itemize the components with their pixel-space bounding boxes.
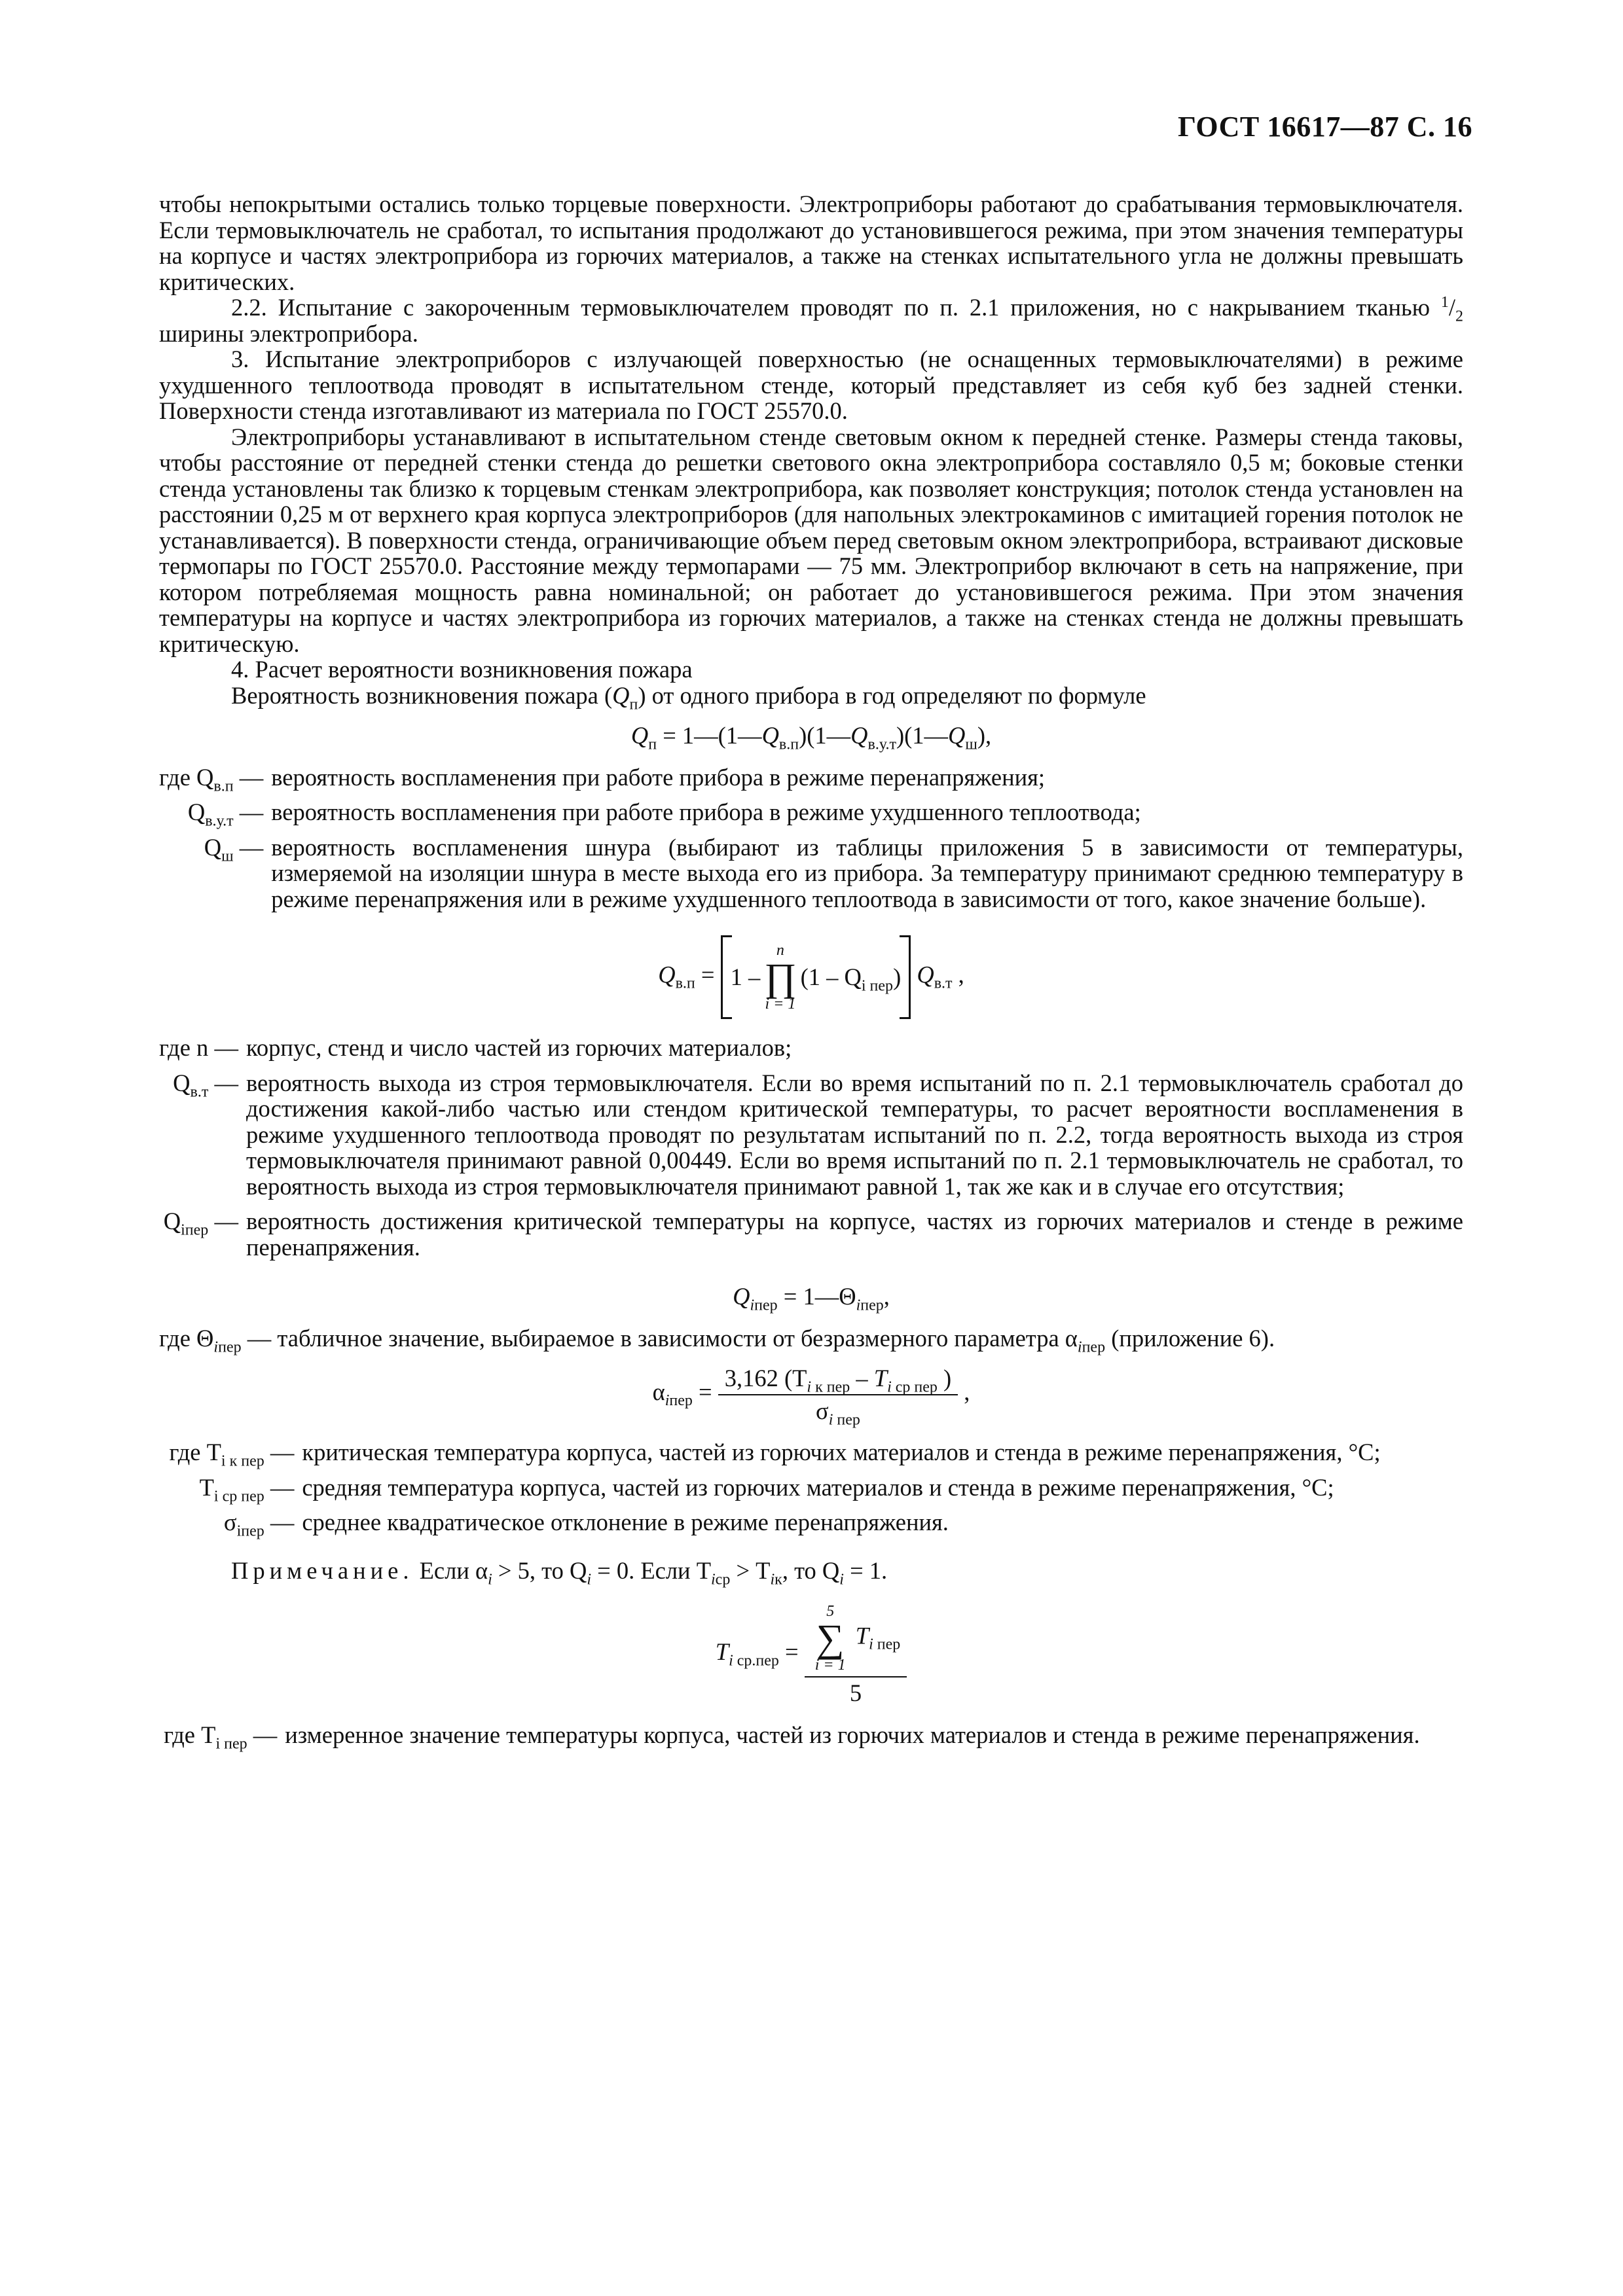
formula-5: $T_{i ср.пер}$ = 5 ∑ i = 1 $T_{i пер}$ 5 <box>159 1603 1463 1706</box>
definition-row <box>159 1475 1463 1510</box>
page-header: ГОСТ 16617—87 С. 16 <box>1177 111 1472 143</box>
definition-row <box>159 1722 1463 1757</box>
definition-row <box>159 1035 1463 1070</box>
paragraph-6: Вероятность возникновения пожара $(Q_п)$ от одного прибора в год определяют по формуле <box>231 681 1146 713</box>
definition-term: где $Q_{в.п}$ — <box>159 763 264 795</box>
definition-row <box>159 1509 1463 1545</box>
definition-term: $Q_{в.у.т}$ — <box>187 798 264 830</box>
note: Примечание. Если $\alpha_i > 5$, то $Q_i = 0$. Если $T_{iср} > T_{iк}$, то $Q_i = 1$. <box>231 1556 888 1588</box>
section-heading: 4. Расчет вероятности возникновения пожара <box>231 656 693 683</box>
paragraph-7: где $\Theta_{iпер}$ — табличное значение, выбираемое в зависимости от безразмерного параметра $\alpha_{iпер}$ (приложение 6). <box>159 1324 1275 1355</box>
definition-term: где $T_{i к пер}$ — <box>169 1439 295 1470</box>
definition-text: вероятность выхода из строя термовыключателя. Если во время испытаний по п. 2.1 термовыключатель сработал до достижения какой-либо частью или стендом критической температуры, то расчет вероятности воспламенения в режиме ухудшенного теплоотвода проводят по результатам испытаний по п. 2.2, тогда вероятность выхода из строя термовыключателя принимают равной 0,00449. Если во время испытаний по п. 2.1 термовыключатель не сработал, то вероятность выхода из строя термовыключателя принимают равной 1, так же как и в случае его отсутствия; <box>246 1069 1463 1200</box>
definition-text: вероятность воспламенения при работе прибора в режиме ухудшенного теплоотвода; <box>271 798 1141 825</box>
formula-4-fraction: $\frac{3,162 (T_{i к пер} - T_{i ср пер} )}{\sigma_{i пер}}$ <box>718 1365 958 1424</box>
definition-text: средняя температура корпуса, частей из горючих материалов и стенда в режиме перенапряжения, °С; <box>302 1473 1334 1501</box>
definition-term: $Q_{в.т}$ — <box>173 1069 238 1100</box>
definition-text: вероятность воспламенения шнура (выбирают из таблицы приложения 5 в зависимости от температуры, измеряемой на изоляции шнура в месте выхода его из прибора. За температуру принимают среднюю температуру в режиме перенапряжения или в режиме ухудшенного теплоотвода в зависимости от того, какое значение больше). <box>271 833 1463 912</box>
definition-text: вероятность воспламенения при работе прибора в режиме перенапряжения; <box>271 763 1046 791</box>
definition-text: вероятность достижения критической температуры на корпусе, частях из горючих материалов и стенде в режиме перенапряжения. <box>246 1208 1463 1261</box>
sum-operator: 5 ∑ i = 1 <box>814 1603 846 1674</box>
definition-row <box>159 1208 1463 1269</box>
definitions-list-3 <box>159 1439 1463 1545</box>
definition-text: критическая температура корпуса, частей из горючих материалов и стенда в режиме перенапряжения, °С; <box>302 1439 1381 1465</box>
definition-row <box>159 1439 1463 1475</box>
definition-row <box>159 799 1463 834</box>
definitions-list-1 <box>159 764 1463 922</box>
definition-term: где $T_{i пер}$ — <box>164 1721 278 1752</box>
paragraph-1: чтобы непокрытыми остались только торцевые поверхности. Электроприборы работают до срабатывания термовыключателя. Если термовыключатель не сработал, то испытания продолжают до установившегося режима, при этом значения температуры на корпусе и частях электроприбора из горючих материалов, а также на стенках испытательного угла не должны превышать критических. <box>159 190 1463 295</box>
formula-3: $Q_{iпер}$ = $1—\Theta_{iпер}$, <box>733 1283 890 1314</box>
definitions-list-4 <box>159 1722 1463 1757</box>
definition-term: $T_{i ср пер}$ — <box>199 1473 295 1505</box>
definitions-list-2 <box>159 1035 1463 1269</box>
definition-text: корпус, стенд и число частей из горючих материалов; <box>246 1034 792 1061</box>
paragraph-4: Электроприборы устанавливают в испытательном стенде световым окном к передней стенке. Размеры стенда таковы, чтобы расстояние от передней стенки стенда до решетки светового окна электроприбора составляло 0,5 м; боковые стенки стенда установлены так близко к торцевым стенкам электроприбора, как позволяет конструкция; потолок стенда установлен на расстоянии 0,25 м от верхнего края корпуса электроприборов (для напольных электрокаминов с имитацией горения потолок не устанавливается). В поверхности стенда, ограничивающие объем перед световым окном электроприбора, встраивают дисковые термопары по ГОСТ 25570.0. Расстояние между термопарами — 75 мм. Электроприбор включают в сеть на напряжение, при котором потребляемая мощность равна номинальной; он работает до установившегося режима. При этом значения температуры на корпусе и частях электроприбора из горючих материалов, а также на стенках стенда не должны превышать критическую. <box>159 423 1463 657</box>
formula-5-fraction: 5 ∑ i = 1 $T_{i пер}$ 5 <box>805 1603 907 1706</box>
formula-4: $\alpha_{iпер}$ = $\frac{3,162 (T_{i к пер} - T_{i ср пер} )}{\sigma_{i пер}}$ , <box>652 1365 970 1428</box>
formula-bracket: 1 – n ∏ i = 1 $(1 - Q_{i пер})$ <box>721 935 911 1019</box>
formula-1: $Q_п$ = $1—(1—Q_{в.п})(1—Q_{в.у.т})(1—Q_ш)$, <box>630 722 992 753</box>
definition-term: $Q_{iпер}$ — <box>163 1208 238 1239</box>
definition-row <box>159 834 1463 922</box>
definition-text: среднее квадратическое отклонение в режиме перенапряжения. <box>302 1509 949 1535</box>
document-body <box>159 191 1463 1757</box>
definition-term: $Q_ш$ — <box>204 833 264 865</box>
definition-text: измеренное значение температуры корпуса, частей из горючих материалов и стенда в режиме перенапряжения. <box>285 1721 1420 1748</box>
definition-row <box>159 1070 1463 1209</box>
definition-row <box>159 764 1463 800</box>
definition-term: $\sigma_{iпер}$ — <box>223 1509 295 1540</box>
paragraph-2: 2.2. Испытание с закороченным термовыключателем проводят по п. 2.1 приложения, но с накрыванием тканью $^1/_2$ ширины электроприбора. <box>159 293 1463 347</box>
product-operator: n ∏ i = 1 <box>764 942 797 1013</box>
definition-term: где n — <box>159 1034 238 1061</box>
formula-2: $Q_{в.п}$ = 1 – n ∏ i = 1 $(1 - Q_{i пер})$ $Q_{в.т}$ , <box>159 935 1463 1019</box>
paragraph-3: 3. Испытание электроприборов с излучающей поверхностью (не оснащенных термовыключателями) в режиме ухудшенного теплоотвода проводят в испытательном стенде, который представляет из себя куб без задней стенки. Поверхности стенда изготавливают из материала по ГОСТ 25570.0. <box>159 346 1463 424</box>
